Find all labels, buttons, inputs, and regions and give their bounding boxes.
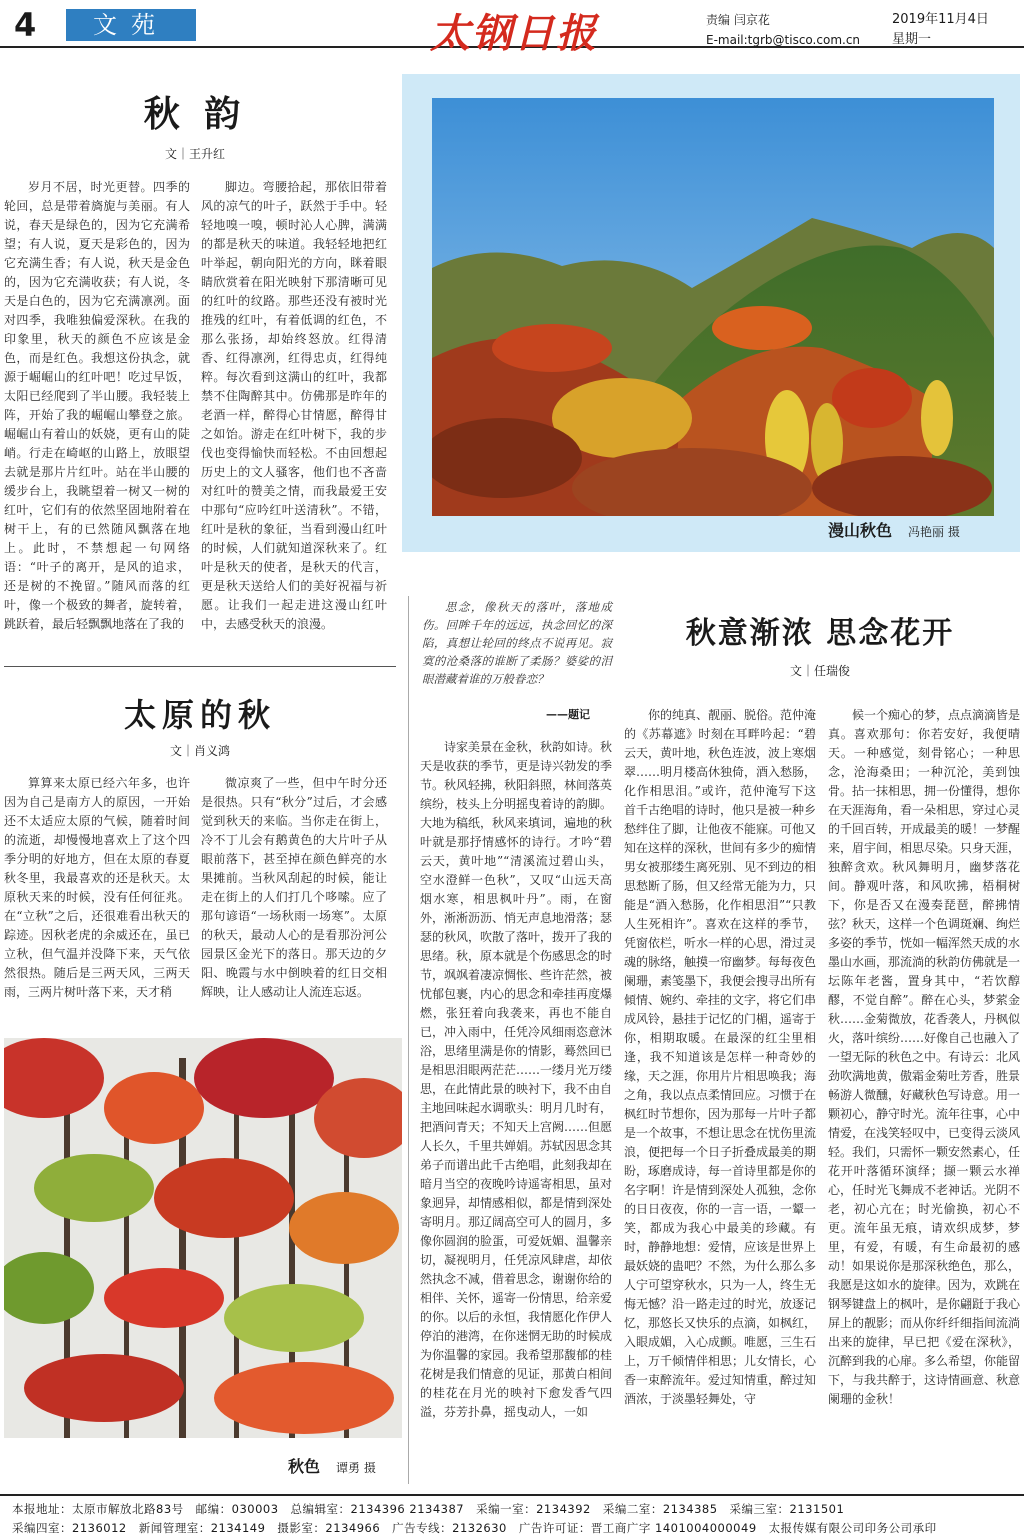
article-column (201, 774, 387, 1024)
newspaper-logo: 太钢日报 (430, 10, 598, 57)
caption-title: 秋色 (288, 1457, 321, 1476)
editor-email: E-mail:tgrb@tisco.com.cn (706, 33, 861, 47)
footer-contact-line: 本报地址：太原市解放北路83号 邮编：030003 总编辑室：2134396 2134387 采编一室：2134392 采编二室：2134385 采编三室：2131501 (12, 1502, 845, 1516)
issue-date: 2019年11月4日 (892, 12, 989, 27)
editor-name: 责编 闫京花 (706, 13, 770, 27)
section-label: 文苑 (66, 9, 196, 41)
section-divider (4, 666, 396, 667)
footer-contact-line: 采编四室：2136012 新闻管理室：2134149 摄影室：2134966 广告专线：2132630 广告许可证：晋工商广字 1401004000049 太报传媒有限公司印务公司承印 (12, 1521, 937, 1535)
article-column (4, 774, 190, 1024)
article-text: 岁月不居，时光更替。四季的轮回，总是带着旖旎与美丽。有人说，春天是绿色的，因为它充满希望；有人说，夏天是彩色的，因为它充满生香；有人说，秋天是金色的，因为它充满收获；有人说，冬天是白色的，因为它充满凛冽。面对四季，我唯独偏爱深秋。在我的印象里，秋天的颜色不应该是金色，而是红色。我想这份执念，就源于崛崛山的红叶吧！吃过早饭，太阳已经爬到了半山腰。我轻装上阵，开始了我的崛崛山攀登之旅。崛崛山有着山的妖娆，更有山的陡峭。行走在崎岖的山路上，放眼望去就是那片片红叶。站在半山腰的缓步台上，我眺望着一树又一树的红叶，它们有的依然坚固地附着在树干上，有的已然随风飘落在地上。此时，不禁想起一句网络语：“叶子的离开，是风的追求，还是树的不挽留。”随风而落的红叶，像一个极致的舞者，旋转着，跳跃着，最后轻飘飘地落在了我的 (4, 180, 190, 631)
article-text: 算算来太原已经六年多，也许因为自己是南方人的原因，一开始还不太适应太原的气候，随着时间的流逝，却慢慢地喜欢上了这个四季分明的好地方，但在太原的春夏秋冬里，我最喜欢的还是秋天。太原秋天来的时候，没有任何征兆。在“立秋”之后，还很难看出秋天的踪迹。因秋老虎的余威还在，虽已立秋，但气温并没降下来，天气依然很热。随后是三两天风，三两天雨，三两片树叶落下来，天才稍 (4, 776, 190, 999)
article-text: 你的纯真、靓丽、脱俗。范仲淹的《苏幕遮》时刻在耳畔吟起：“碧云天，黄叶地，秋色连波，波上寒烟翠……明月楼高休独倚，酒入愁肠，化作相思泪。”或许，范仲淹写下这首千古绝唱的诗时，他只是被一种乡愁绊住了脚，让他夜不能寐。可他又知在这样的深秋，世间有多少的痴情男女被那缕生离死别、见不到边的相思愁断了肠，但又经常无能为力，只能是“酒入愁肠，化作相思泪”“只教人生死相许”。喜欢在这样的季节，凭窗依栏，听水一样的心思，滑过灵魂的脉络，触摸一帘幽梦。每每夜色阑珊，素笺墨下，我便会搜寻出所有傾情、婉约、牵挂的文字，将它们串成风铃，悬挂于记忆的门楣，遥寄于你，相期取暖。在最深的红尘里相逢，我不知道该是怎样一种奇妙的缘，天之涯，你用片片相思唤我；海之角，我以点点柔情回应。习惯于在枫红时节想你，因为那每一片叶子都是一个故事，不想让思念在忧伤里流浪，便把每一个日子折叠成最美的期盼，琢磨成诗，每一首诗里都是你的名字啊！许是情到深处人孤独，念你的日日夜夜，你的一言一语，一颦一笑，都成为我心中最美的珍藏。有时，静静地想：爱情，应该是世界上最妖娆的蛊吧？不然，为什么那么多人宁可望穿秋水，只为一人，终生无悔无憾？沿一路走过的时光，放逐记忆，那悠长又快乐的点滴，如枫红，入眼成媚，入心成颤。唯愿，三生石上，万千倾情伴相思；儿女情长，心香一束醉流年。爱过知情重，醉过知酒浓，于淡墨轻舞处，守 (624, 708, 816, 1406)
autumn-forest-image (4, 1038, 402, 1438)
page-number: 4 (14, 6, 37, 44)
photo-credit: 谭勇 摄 (336, 1461, 376, 1475)
article-byline: 文｜任瑞俊 (789, 664, 850, 678)
footer (0, 1494, 1024, 1539)
issue-weekday: 星期一 (892, 32, 932, 47)
article-text: 脚边。弯腰拾起，那依旧带着风的凉气的叶子，跃然于手中。轻轻地嗅一嗅，顿时沁人心脾，满满的都是秋天的味道。我轻轻地把红叶举起，朝向阳光的方向，眯着眼睛欣赏着在阳光映射下那清晰可见的红叶的纹路。那些还没有被时光推残的红叶，有着低调的红色，不那么张扬，却始终怒放。红得清香、红得凛冽，红得忠贞，红得纯粹。每次看到这满山的红叶，我都禁不住陶醉其中。仿佛那是昨年的老酒一样，醉得心甘情愿，醉得甘之如饴。游走在红叶树下，我的步伐也变得愉快而轻松。不由回想起历史上的文人骚客，他们也不吝啬对红叶的赞美之情，而我最爱王安中那句“应吟红叶送清秋”。不错，红叶是秋的象征，当看到漫山红叶的时候，人们就知道深秋来了。红叶是秋天的使者，是秋天的代言，更是秋天送给人们的美好祝福与祈愿。让我们一起走进这漫山红叶中，去感受秋天的浪漫。 (201, 180, 387, 631)
article-byline: 文｜王升红 (164, 147, 225, 161)
photo-caption (288, 1454, 376, 1477)
article-title: 太原的秋 (123, 696, 276, 734)
article-byline: 文｜肖义鸿 (169, 744, 230, 758)
autumn-mountain-image (432, 98, 994, 516)
article-column (828, 706, 1020, 1483)
article-column (420, 738, 612, 1483)
article-column (624, 706, 816, 1483)
article-text: 候一个痴心的梦，点点滴滴皆是真。喜欢那句：你若安好，我便晴天。一种感觉，刻骨铭心；一种思念，沧海桑田；一种沉沦，美到蚀骨。拈一抹相思，拥一份懂得，想你在天涯海角，看一朵相思，穿过心灵的千回百转，开成最美的暖！一梦醒来，眉宇间，相思尽染。只身天涯，独醉贪欢。秋风舞明月，幽梦落花间。静观叶落，和风吹拂，梧桐树下，你是否又在漫奏琵琶，醉拂情弦？秋天，这样一个色调斑斓、绚烂多姿的季节，恍如一幅浑然天成的水墨山水画，那流淌的秋韵仿佛就是一坛陈年老酱，置身其中，“若饮醇醪，不觉自醉”。醉在心头，梦萦金秋……金菊微放，花香袭人，丹枫似火，落叶缤纷……好像自己也融入了一望无际的秋色之中。有诗云：北风劲吹满地黄，傲霜金菊吐芳香，胜景畅游人微醺，好藏秋色写诗意。用一颗初心，静守时光。流年往事，心中情爱，在浅笑轻叹中，已变得云淡风轻。我们，只需怀一颗安然素心，任花开叶落循环演绎；撷一颗云水禅心，任时光飞舞成不老神话。光阴不老，初心亢在；时光偷换，初心不更。流年虽无痕，请欢织成梦，梦里，有爱，有暖，有生命最初的感动！如果说你是那深秋绝色，那么，我愿是这如水的旋律。因为，欢跳在钢琴键盘上的枫叶，是你翩跹于我心屏上的靓影；而从你纤纤细指间流淌出来的旋律，早已把《爱在深秋》，沉醉到我的心扉。多么希望，你能留下，与我共醉于，这诗情画意、秋意阑珊的金秋！ (828, 708, 1020, 1406)
forest-photo (4, 1038, 402, 1438)
photo-credit: 冯艳丽 摄 (908, 525, 960, 539)
article-text: 微凉爽了一些，但中午时分还是很热。只有“秋分”过后，才会感觉到秋天的来临。当你走在街上，冷不丁儿会有鹅黄色的大片叶子从眼前落下，甚至掉在颜色鲜亮的水果摊前。当秋风刮起的时候，能让走在街上的人们打几个哆嗦。应了那句谚语“一场秋雨一场寒”。太原的秋天，最动人心的是看那汾河公园景区金光下的落日。那天边的夕阳、晚霞与水中倒映着的红日交相辉映，让人感动让人流连忘返。 (201, 776, 387, 999)
article-title: 秋 韵 (143, 94, 247, 135)
photo-caption (828, 518, 960, 541)
caption-title: 漫山秋色 (828, 521, 893, 540)
editor-info (706, 10, 860, 50)
landscape-photo (432, 98, 994, 516)
preface-signature: ——题记 (546, 708, 590, 721)
article-text: 诗家美景在金秋，秋韵如诗。秋天是收获的季节，更是诗兴勃发的季节。秋风轻拂，秋阳斜照，林间落英缤纷，枝头上分明摇曳着诗的韵脚。大地为稿纸，秋风来填词，遍地的秋叶就是那抒情感怀的诗行。才吟“碧云天，黄叶地”“清溪流过碧山头，空水澄鲜一色秋”，又叹“山远天高烟水寒，相思枫叶丹”。雨，在窗外，淅淅沥沥、悄无声息地滑落；瑟瑟的秋风，吹散了落叶，拨开了我的思绪。秋，原本就是个伤感思念的时节，飒飒着凄凉惆怅、些许茫然，被忧郁包裹，内心的思念和牵挂再度爆燃，张狂着向我袭来，再也不能自已，冲入雨中，任凭冷风细雨恣意沐浴，思绪里满是你的情影，蓦然回已是相思泪眼两茫茫……一缕月光万缕思，在此情此景的映衬下，我不由自主地回味起水调歌头：明月几时有，把酒问青天；不知天上宫阙……但愿人长久，千里共婵娟。苏轼因思念其弟子而谱出此千古绝唱，此刻我却在暗月当空的夜晚吟诗遥寄相思，虽对象迥异，却情感相似，都是情到深处寄明月。那辽阔高空可人的圆月，多像你圆润的脸蛋，可爱妩媚、温馨亲切，凝视明月，任凭凉风肆虐，却依然执念不减，借着思念，谢谢你给的相伴、关怀，遥寄一份情思，给亲爱的你。以后的永恒，我情愿化作伊人停泊的港湾，在你迷惘无助的时候成为你温馨的家园。我希望那馥郁的桂花树是我们情意的见证，那黄白相间的桂花在月光的映衬下愈发香气四溢，芬芳扑鼻，摇曳动人，一如 (420, 740, 612, 1419)
article-title: 秋意渐浓 思念花开 (685, 616, 955, 651)
column-divider (408, 596, 409, 1484)
preface-text: 思念，像秋天的落叶，落地成伤。回眸千年的远远，执念回忆的深陷，真想让轮回的终点不说再见。寂寞的沧桑落的谁断了柔肠？婆娑的泪眼潜藏着谁的万般眷恋？ (422, 600, 612, 686)
issue-date-block (892, 10, 989, 50)
article-column (4, 178, 190, 654)
article-column (201, 178, 387, 654)
masthead (0, 0, 1024, 57)
photo-frame (402, 74, 1020, 552)
